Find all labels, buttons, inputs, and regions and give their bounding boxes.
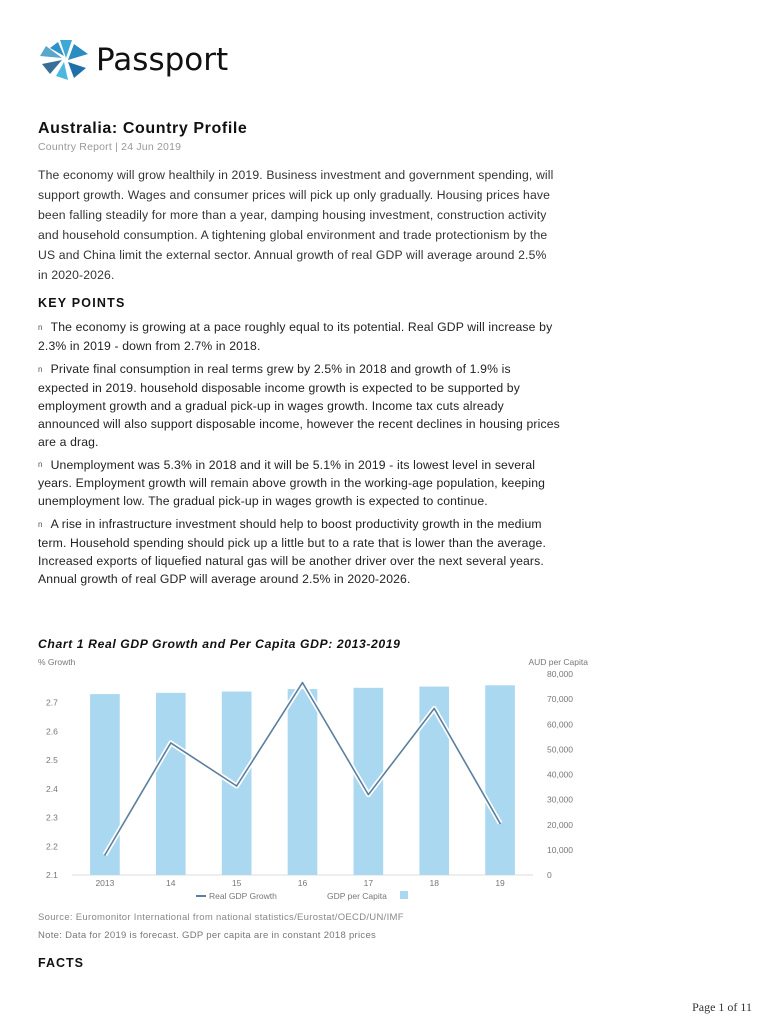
y-left-tick-label: 2.1	[46, 870, 58, 880]
key-point-text: A rise in infrastructure investment should help to boost productivity growth in the medium term. Household spending should pick up a little but to a rate that is lower than the average. Increased exports of liquefied natural gas will be another driver over the next several years. Annual growth of real GDP will average around 2.5% in 2020-2026.	[38, 517, 546, 587]
y-right-tick-label: 40,000	[547, 769, 573, 780]
bar-gdp-per-capita	[288, 689, 318, 875]
y-right-tick-label: 20,000	[547, 819, 573, 830]
report-title: Australia: Country Profile	[38, 120, 248, 137]
key-point-item	[38, 515, 560, 588]
bar-gdp-per-capita	[156, 693, 186, 875]
chart-note: Note: Data for 2019 is forecast. GDP per capita are in constant 2018 prices	[38, 930, 377, 941]
legend-label: GDP per Capita	[327, 891, 387, 901]
page-number: Page 1 of 11	[692, 1000, 752, 1014]
chart-container	[0, 650, 768, 910]
x-tick-label: 17	[363, 878, 374, 888]
x-tick-label: 18	[429, 878, 439, 888]
y-left-tick-label: 2.2	[46, 841, 58, 852]
passport-logo-icon	[38, 38, 90, 82]
y-right-tick-label: 70,000	[547, 694, 573, 705]
point-real-gdp-growth	[170, 742, 172, 744]
y-right-tick-label: 60,000	[547, 719, 573, 730]
facts-heading: FACTS	[38, 956, 84, 970]
y-right-axis-label: AUD per Capita	[528, 657, 588, 667]
report-subtitle: Country Report | 24 Jun 2019	[38, 141, 182, 153]
point-real-gdp-growth	[302, 682, 304, 684]
key-point-text: Unemployment was 5.3% in 2018 and it will be 5.1% in 2019 - its lowest level in several years. Employment growth will remain above growth in the working-age population, keeping unemployment low. The gradual pick-up in wages growth is expected to continue.	[38, 457, 546, 509]
chart-svg	[0, 650, 768, 910]
y-left-axis-label: % Growth	[38, 657, 76, 667]
x-tick-label: 15	[231, 878, 242, 888]
legend-label: Real GDP Growth	[209, 891, 277, 901]
key-point-item	[38, 456, 560, 511]
y-right-tick-label: 30,000	[547, 794, 573, 805]
chart-title: Chart 1 Real GDP Growth and Per Capita GDP: 2013-2019	[38, 637, 401, 651]
key-point-text: The economy is growing at a pace roughly equal to its potential. Real GDP will increase by 2.3% in 2019 - down from 2.7% in 2018.	[38, 320, 553, 353]
key-point-item	[38, 318, 560, 355]
bullet-icon: n	[38, 460, 43, 470]
point-real-gdp-growth	[499, 823, 501, 825]
y-left-tick-label: 2.4	[46, 783, 58, 794]
point-real-gdp-growth	[433, 708, 435, 710]
key-point-item	[38, 360, 560, 451]
x-tick-label: 19	[495, 878, 505, 888]
bullet-icon: n	[38, 520, 43, 530]
bullet-icon: n	[38, 322, 43, 332]
y-left-tick-label: 2.7	[46, 697, 58, 708]
x-tick-label: 14	[166, 878, 176, 888]
y-right-tick-label: 50,000	[547, 744, 573, 755]
y-left-tick-label: 2.6	[46, 726, 58, 737]
logo-text: Passport	[96, 42, 229, 78]
point-real-gdp-growth	[368, 794, 370, 796]
point-real-gdp-growth	[236, 785, 238, 787]
x-tick-label: 16	[297, 878, 308, 888]
x-tick-label: 2013	[95, 878, 115, 888]
y-right-tick-label: 80,000	[547, 669, 573, 679]
intro-paragraph: The economy will grow healthily in 2019. Business investment and government spending, will support growth. Wages and consumer prices will pick up only gradually. Housing prices have been falling steadily for more than a year, damping housing investment, construction activity and household consumption. A tightening global environment and trade protectionism by the US and China limit the external sector. Annual growth of real GDP will average around 2.5% in 2020-2026.	[38, 168, 554, 282]
legend-bar-swatch	[400, 891, 408, 899]
bar-gdp-per-capita	[485, 685, 515, 875]
y-right-tick-label: 10,000	[547, 844, 573, 855]
key-points-heading: KEY POINTS	[38, 296, 126, 310]
passport-logo	[38, 38, 228, 82]
y-left-tick-label: 2.5	[46, 755, 58, 766]
point-real-gdp-growth	[104, 854, 106, 856]
y-left-tick-label: 2.3	[46, 812, 58, 823]
key-points-list	[38, 318, 560, 593]
key-point-text: Private final consumption in real terms grew by 2.5% in 2018 and growth of 1.9% is expected in 2019. household disposable income growth is expected to be supported by employment growth and a gradual pick-up in wages growth. Income tax cuts already announced will also support disposable income, however the recent declines in housing prices are a drag.	[38, 361, 560, 449]
bullet-icon: n	[38, 364, 43, 374]
chart-source: Source: Euromonitor International from national statistics/Eurostat/OECD/UN/IMF	[38, 912, 404, 923]
y-right-tick-label: 0	[547, 870, 552, 880]
bar-gdp-per-capita	[419, 687, 449, 875]
bar-gdp-per-capita	[90, 694, 120, 875]
